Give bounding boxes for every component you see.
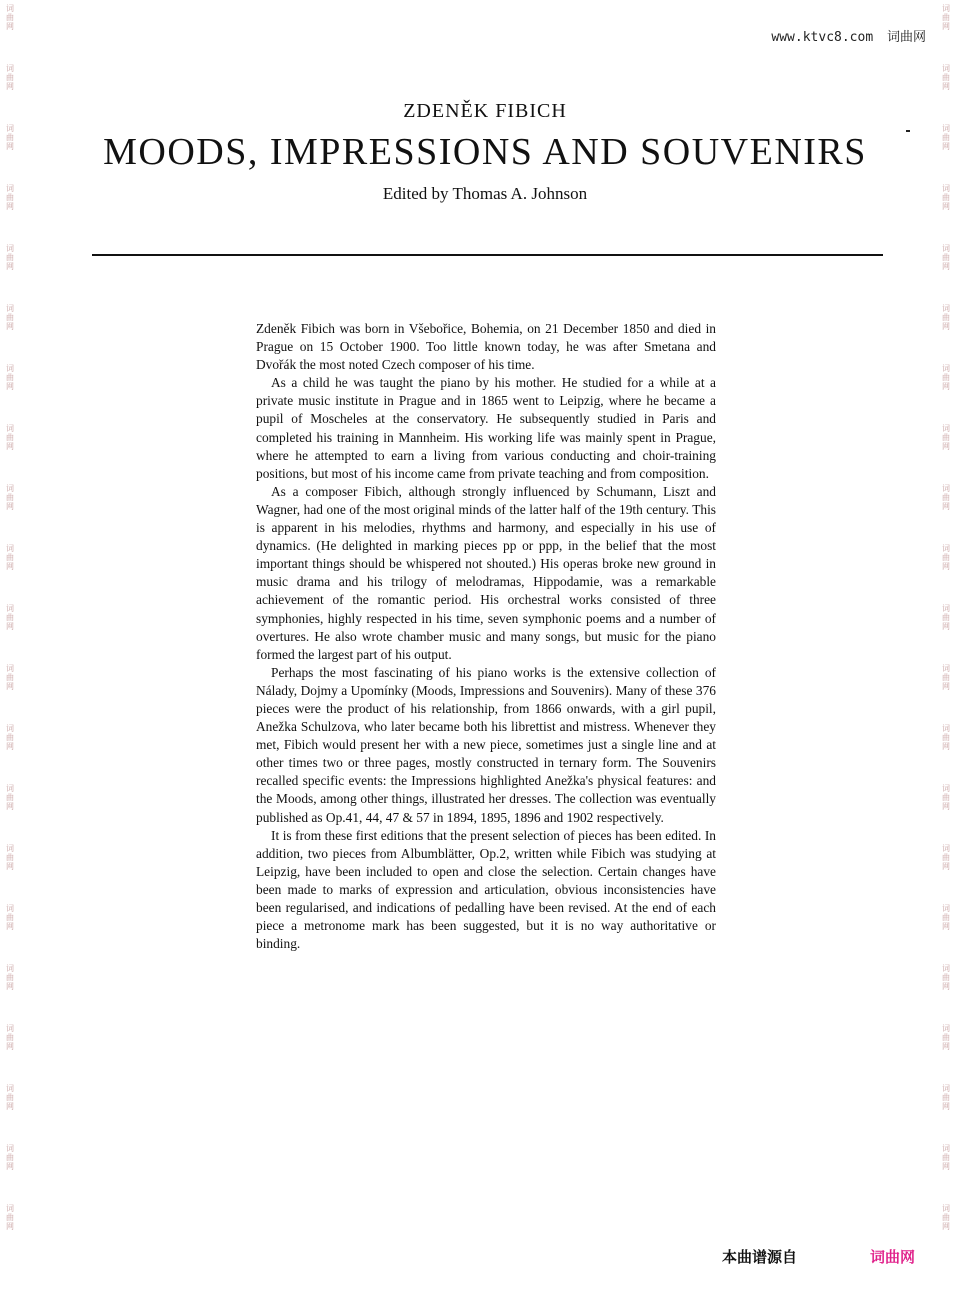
paragraph-3: As a composer Fibich, although strongly influenced by Schumann, Liszt and Wagner, had one of the most original minds of the latter half of the 19th century. This is apparent in his melodies, rhythms and harmony, and especially in his use of dynamics. (He delighted in marking pieces pp or ppp, in the belief that the most important things should be whispered not shouted.) His operas broke new ground in music drama and his trilogy of melodramas, Hippodamie, was a remarkable achievement of the romantic period. His orchestral works consisted of three symphonies, highly respected in his time, seven symphonic poems and a number of overtures. He also wrote chamber music and many songs, but music for the piano formed the largest part of his output. xyxy=(256,483,716,662)
side-watermark-char: 词 xyxy=(6,724,14,733)
side-watermark xyxy=(938,960,954,1020)
side-watermark-char: 词 xyxy=(942,184,950,193)
side-watermark-char: 网 xyxy=(6,982,14,991)
side-watermark-char: 曲 xyxy=(942,1213,950,1222)
side-watermark-char: 网 xyxy=(6,382,14,391)
side-watermark-char: 曲 xyxy=(942,1093,950,1102)
side-watermark-char: 曲 xyxy=(942,253,950,262)
side-watermark-char: 网 xyxy=(942,1162,950,1171)
side-watermark-char: 曲 xyxy=(942,193,950,202)
side-watermark-char: 词 xyxy=(942,664,950,673)
side-watermark-char: 词 xyxy=(6,64,14,73)
side-watermark-char: 曲 xyxy=(942,1153,950,1162)
side-watermark-char: 词 xyxy=(942,1204,950,1213)
side-watermark xyxy=(938,240,954,300)
side-watermark xyxy=(2,300,18,360)
side-watermark-char: 网 xyxy=(6,262,14,271)
side-watermark xyxy=(2,600,18,660)
side-watermark-char: 网 xyxy=(6,562,14,571)
side-watermark-char: 词 xyxy=(6,604,14,613)
side-watermark-char: 网 xyxy=(942,802,950,811)
side-watermark-char: 网 xyxy=(6,742,14,751)
side-watermark-char: 词 xyxy=(6,1144,14,1153)
biography-text xyxy=(256,320,716,953)
side-watermark-char: 网 xyxy=(942,982,950,991)
side-watermark-char: 词 xyxy=(6,964,14,973)
side-watermark-char: 词 xyxy=(6,544,14,553)
side-watermark-char: 网 xyxy=(942,622,950,631)
side-watermark-char: 网 xyxy=(6,322,14,331)
editor-credit: Edited by Thomas A. Johnson xyxy=(382,184,588,203)
footer-brand: 词曲网 xyxy=(870,1248,916,1266)
side-watermark xyxy=(2,240,18,300)
side-watermark-char: 曲 xyxy=(942,973,950,982)
side-watermark-char: 曲 xyxy=(6,133,14,142)
stray-mark xyxy=(906,130,910,132)
side-watermark-char: 词 xyxy=(942,1144,950,1153)
side-watermark-char: 词 xyxy=(942,1024,950,1033)
side-watermark-char: 词 xyxy=(6,124,14,133)
side-watermark-char: 曲 xyxy=(6,853,14,862)
side-watermark-char: 网 xyxy=(6,22,14,31)
side-watermark-char: 网 xyxy=(6,802,14,811)
side-watermark xyxy=(938,780,954,840)
side-watermark-char: 曲 xyxy=(942,673,950,682)
side-watermark-char: 词 xyxy=(6,1084,14,1093)
side-watermark-char: 网 xyxy=(942,922,950,931)
side-watermark xyxy=(2,660,18,720)
side-watermark-char: 网 xyxy=(6,922,14,931)
side-watermark-char: 网 xyxy=(942,22,950,31)
side-watermark-char: 曲 xyxy=(942,313,950,322)
side-watermark-char: 曲 xyxy=(6,1093,14,1102)
side-watermark xyxy=(2,720,18,780)
side-watermark xyxy=(2,900,18,960)
side-watermark-char: 词 xyxy=(942,124,950,133)
side-watermark-char: 网 xyxy=(942,682,950,691)
side-watermark-char: 词 xyxy=(942,964,950,973)
side-watermark xyxy=(2,1200,18,1260)
side-watermark-char: 曲 xyxy=(942,913,950,922)
side-watermark-char: 词 xyxy=(942,784,950,793)
side-watermark-char: 曲 xyxy=(942,73,950,82)
side-watermark-char: 词 xyxy=(942,4,950,13)
side-watermark-char: 网 xyxy=(942,502,950,511)
side-watermark-char: 词 xyxy=(942,304,950,313)
side-watermark-char: 词 xyxy=(942,364,950,373)
side-watermark-char: 曲 xyxy=(6,913,14,922)
side-watermark-char: 网 xyxy=(6,82,14,91)
side-watermark xyxy=(2,420,18,480)
side-watermark-char: 曲 xyxy=(942,1033,950,1042)
side-watermark-char: 词 xyxy=(6,424,14,433)
side-watermark-char: 词 xyxy=(6,244,14,253)
side-watermark-char: 词 xyxy=(942,724,950,733)
side-watermark xyxy=(938,300,954,360)
side-watermark-char: 网 xyxy=(942,1042,950,1051)
side-watermark-char: 曲 xyxy=(6,313,14,322)
side-watermark-char: 网 xyxy=(942,742,950,751)
side-watermark-char: 曲 xyxy=(942,853,950,862)
side-watermark-char: 曲 xyxy=(6,613,14,622)
side-watermark-char: 网 xyxy=(942,382,950,391)
side-watermark-char: 词 xyxy=(6,784,14,793)
side-watermark xyxy=(938,900,954,960)
side-watermark xyxy=(2,780,18,840)
side-watermark-char: 词 xyxy=(942,484,950,493)
side-watermark xyxy=(2,0,18,60)
side-watermark xyxy=(938,1140,954,1200)
side-watermark xyxy=(938,420,954,480)
side-watermark-char: 网 xyxy=(6,622,14,631)
top-watermark xyxy=(771,26,926,45)
side-watermark-char: 曲 xyxy=(942,133,950,142)
side-watermark-char: 词 xyxy=(6,304,14,313)
side-watermark-char: 曲 xyxy=(942,373,950,382)
side-watermark-char: 网 xyxy=(6,1102,14,1111)
title-divider xyxy=(92,254,883,256)
side-watermark-char: 曲 xyxy=(942,493,950,502)
side-watermark-char: 网 xyxy=(942,142,950,151)
paragraph-1: Zdeněk Fibich was born in Všebořice, Bohemia, on 21 December 1850 and died in Prague on 15 October 1900. Too little known today, he was after Smetana and Dvořák the most noted Czech composer of his time. xyxy=(256,321,716,373)
side-watermark-char: 词 xyxy=(6,664,14,673)
side-watermark-char: 曲 xyxy=(942,433,950,442)
side-watermark xyxy=(2,840,18,900)
side-watermark-char: 曲 xyxy=(6,973,14,982)
side-watermark-char: 曲 xyxy=(6,493,14,502)
side-watermark-char: 曲 xyxy=(942,733,950,742)
side-watermark-char: 曲 xyxy=(6,673,14,682)
side-watermark xyxy=(2,1020,18,1080)
side-watermark-char: 词 xyxy=(942,424,950,433)
side-watermark-char: 词 xyxy=(6,364,14,373)
side-watermark-char: 词 xyxy=(6,4,14,13)
side-watermark xyxy=(2,960,18,1020)
side-watermark-char: 曲 xyxy=(6,793,14,802)
side-watermark-char: 词 xyxy=(942,244,950,253)
side-watermark-char: 曲 xyxy=(942,793,950,802)
side-watermark-char: 网 xyxy=(942,1222,950,1231)
side-watermark-char: 词 xyxy=(942,844,950,853)
side-watermark-char: 曲 xyxy=(6,13,14,22)
side-watermark-char: 曲 xyxy=(6,433,14,442)
side-watermark-char: 曲 xyxy=(942,553,950,562)
side-watermark-char: 网 xyxy=(942,82,950,91)
side-watermark-char: 词 xyxy=(942,904,950,913)
side-watermark-char: 网 xyxy=(942,442,950,451)
footer-source-label: 本曲谱源自 xyxy=(722,1248,798,1266)
paragraph-5: It is from these first editions that the present selection of pieces has been edited. In addition, two pieces from Albumblätter, Op.2, written while Fibich was studying at Leipzig, have been included to open and close the selection. Certain changes have been made to marks of expression and articulation, obvious inconsistencies have been regularised, and indications of pedalling have been revised. At the end of each piece a metronome mark has been suggested, but it is no way authoritative or binding. xyxy=(256,827,716,952)
side-watermark xyxy=(938,720,954,780)
side-watermark-char: 网 xyxy=(6,1042,14,1051)
side-watermark-char: 词 xyxy=(942,1084,950,1093)
side-watermark-char: 网 xyxy=(942,322,950,331)
side-watermark-char: 曲 xyxy=(6,73,14,82)
side-watermark-char: 词 xyxy=(6,484,14,493)
side-watermark-char: 网 xyxy=(942,1102,950,1111)
side-watermark-char: 词 xyxy=(942,604,950,613)
watermark-url: www.ktvc8.com xyxy=(771,30,874,45)
side-watermark-char: 网 xyxy=(942,862,950,871)
side-watermark xyxy=(938,0,954,60)
side-watermark-char: 曲 xyxy=(6,1213,14,1222)
side-watermark-char: 网 xyxy=(6,142,14,151)
side-watermark-char: 网 xyxy=(6,862,14,871)
side-watermark-char: 曲 xyxy=(6,733,14,742)
side-watermark-char: 网 xyxy=(6,682,14,691)
side-watermark-char: 曲 xyxy=(6,1153,14,1162)
side-watermark xyxy=(2,540,18,600)
side-watermark xyxy=(938,1080,954,1140)
side-watermark xyxy=(2,1140,18,1200)
page-title: MOODS, IMPRESSIONS AND SOUVENIRS xyxy=(103,131,867,173)
side-watermark-char: 词 xyxy=(942,544,950,553)
side-watermark-char: 网 xyxy=(942,202,950,211)
side-watermark-char: 词 xyxy=(942,64,950,73)
paragraph-2: As a child he was taught the piano by his mother. He studied for a while at a private music institute in Prague and in 1865 went to Leipzig, where he became a pupil of Moscheles at the conservatory. He subsequently studied in Paris and completed his training in Mannheim. His working life was mainly spent in Prague, where he attempted to earn a living from various conducting and choir-training positions, but most of his income came from private teaching and from composition. xyxy=(256,375,716,481)
side-watermark-char: 网 xyxy=(6,442,14,451)
side-watermark-char: 网 xyxy=(6,1162,14,1171)
side-watermark-char: 曲 xyxy=(6,1033,14,1042)
side-watermark xyxy=(2,360,18,420)
side-watermark-char: 曲 xyxy=(6,253,14,262)
side-watermark-char: 曲 xyxy=(942,13,950,22)
side-watermark xyxy=(938,660,954,720)
side-watermark xyxy=(938,540,954,600)
side-watermark xyxy=(938,840,954,900)
side-watermark-char: 词 xyxy=(6,844,14,853)
side-watermark xyxy=(2,1080,18,1140)
side-watermark-char: 网 xyxy=(6,202,14,211)
paragraph-4: Perhaps the most fascinating of his piano works is the extensive collection of Nálady, Dojmy a Upomínky (Moods, Impressions and Souvenirs). Many of these 376 pieces were the product of his relationship, from 1866 onwards, with a girl pupil, Anežka Schulzova, who later became both his librettist and mistress. Whenever they met, Fibich would present her with a new piece, sometimes just a single line and at other times two or three pages, mostly constructed in ternary form. The Souvenirs recalled specific events: the Impressions highlighted Anežka's physical features: and the Moods, among other things, illustrated her dresses. The collection was eventually published as Op.41, 44, 47 & 57 in 1894, 1895, 1896 and 1902 respectively. xyxy=(256,664,716,825)
watermark-site: 词曲网 xyxy=(886,30,926,45)
side-watermark-char: 网 xyxy=(942,562,950,571)
side-watermark xyxy=(938,1200,954,1260)
side-watermark-char: 网 xyxy=(6,1222,14,1231)
side-watermark-char: 词 xyxy=(6,1204,14,1213)
side-watermark-char: 网 xyxy=(942,262,950,271)
side-watermark xyxy=(2,480,18,540)
side-watermark-char: 词 xyxy=(6,184,14,193)
side-watermark-char: 词 xyxy=(6,904,14,913)
side-watermark-char: 网 xyxy=(6,502,14,511)
composer-name: ZDENĚK FIBICH xyxy=(403,100,567,122)
side-watermark-char: 曲 xyxy=(942,613,950,622)
side-watermark xyxy=(938,360,954,420)
side-watermark-char: 词 xyxy=(6,1024,14,1033)
side-watermark xyxy=(938,600,954,660)
side-watermark xyxy=(938,1020,954,1080)
side-watermark-char: 曲 xyxy=(6,553,14,562)
side-watermark-char: 曲 xyxy=(6,193,14,202)
side-watermark-char: 曲 xyxy=(6,373,14,382)
side-watermark xyxy=(938,480,954,540)
